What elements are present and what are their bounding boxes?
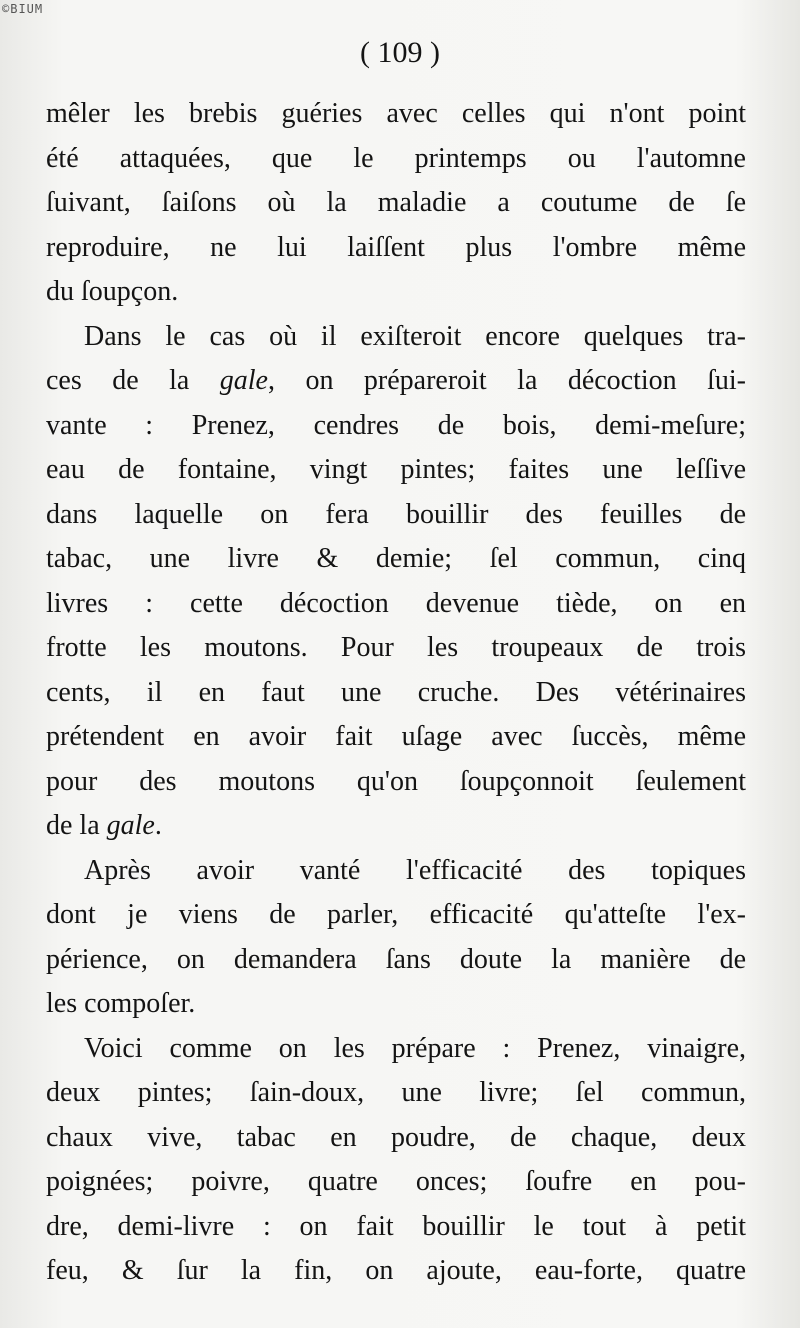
text-line: du ſoupçon. (46, 276, 179, 307)
text-line: Après avoir vanté l'efficacité des topiques (84, 854, 746, 886)
text-line: les compoſer. (46, 988, 196, 1019)
text-line: Dans le cas où il exiſteroit encore quelques tra- (84, 320, 746, 352)
text-line: été attaquées, que le printemps ou l'automne (46, 142, 746, 174)
italic-term: gale (219, 365, 268, 396)
text-line: tabac, une livre & demie; ſel commun, cinq (46, 543, 746, 574)
text-line: périence, on demandera ſans doute la manière de (46, 943, 746, 975)
text-line: reproduire, ne lui laiſſent plus l'ombre même (46, 231, 746, 263)
text-line: dans laquelle on fera bouillir des feuilles de (46, 498, 746, 530)
text-line: de la gale. (46, 810, 162, 841)
text-line: ces de la gale, on prépareroit la décoction ſui- (46, 365, 747, 396)
text-line: livres : cette décoction devenue tiède, on en (46, 587, 746, 619)
italic-term: gale (106, 810, 155, 841)
text-line: feu, & ſur la fin, on ajoute, eau-forte, quatre (46, 1255, 746, 1286)
text-line: frotte les moutons. Pour les troupeaux de trois (46, 632, 746, 663)
text-line: eau de fontaine, vingt pintes; faites une leſſive (46, 454, 746, 485)
text-line: dre, demi-livre : on fait bouillir le tout à petit (46, 1210, 746, 1242)
text-line: dont je viens de parler, efficacité qu'atteſte l'ex- (46, 899, 746, 930)
text-line: prétendent en avoir fait uſage avec ſuccès, même (46, 721, 746, 752)
body-text (46, 92, 746, 1294)
text-line: deux pintes; ſain-doux, une livre; ſel commun, (46, 1077, 746, 1108)
text-line: Voici comme on les prépare : Prenez, vinaigre, (84, 1032, 746, 1064)
text-line: cents, il en faut une cruche. Des vétérinaires (46, 676, 746, 708)
text-line: chaux vive, tabac en poudre, de chaque, deux (46, 1121, 746, 1153)
text-line: vante : Prenez, cendres de bois, demi-meſure; (46, 409, 746, 441)
text-line: pour des moutons qu'on ſoupçonnoit ſeulement (46, 765, 746, 797)
watermark: ©BIUM (2, 2, 44, 16)
text-line: ſuivant, ſaiſons où la maladie a coutume de ſe (46, 187, 746, 218)
text-line: mêler les brebis guéries avec celles qui n'ont point (46, 98, 746, 129)
page-number: ( 109 ) (360, 36, 440, 69)
text-line: poignées; poivre, quatre onces; ſoufre en pou- (46, 1166, 746, 1197)
